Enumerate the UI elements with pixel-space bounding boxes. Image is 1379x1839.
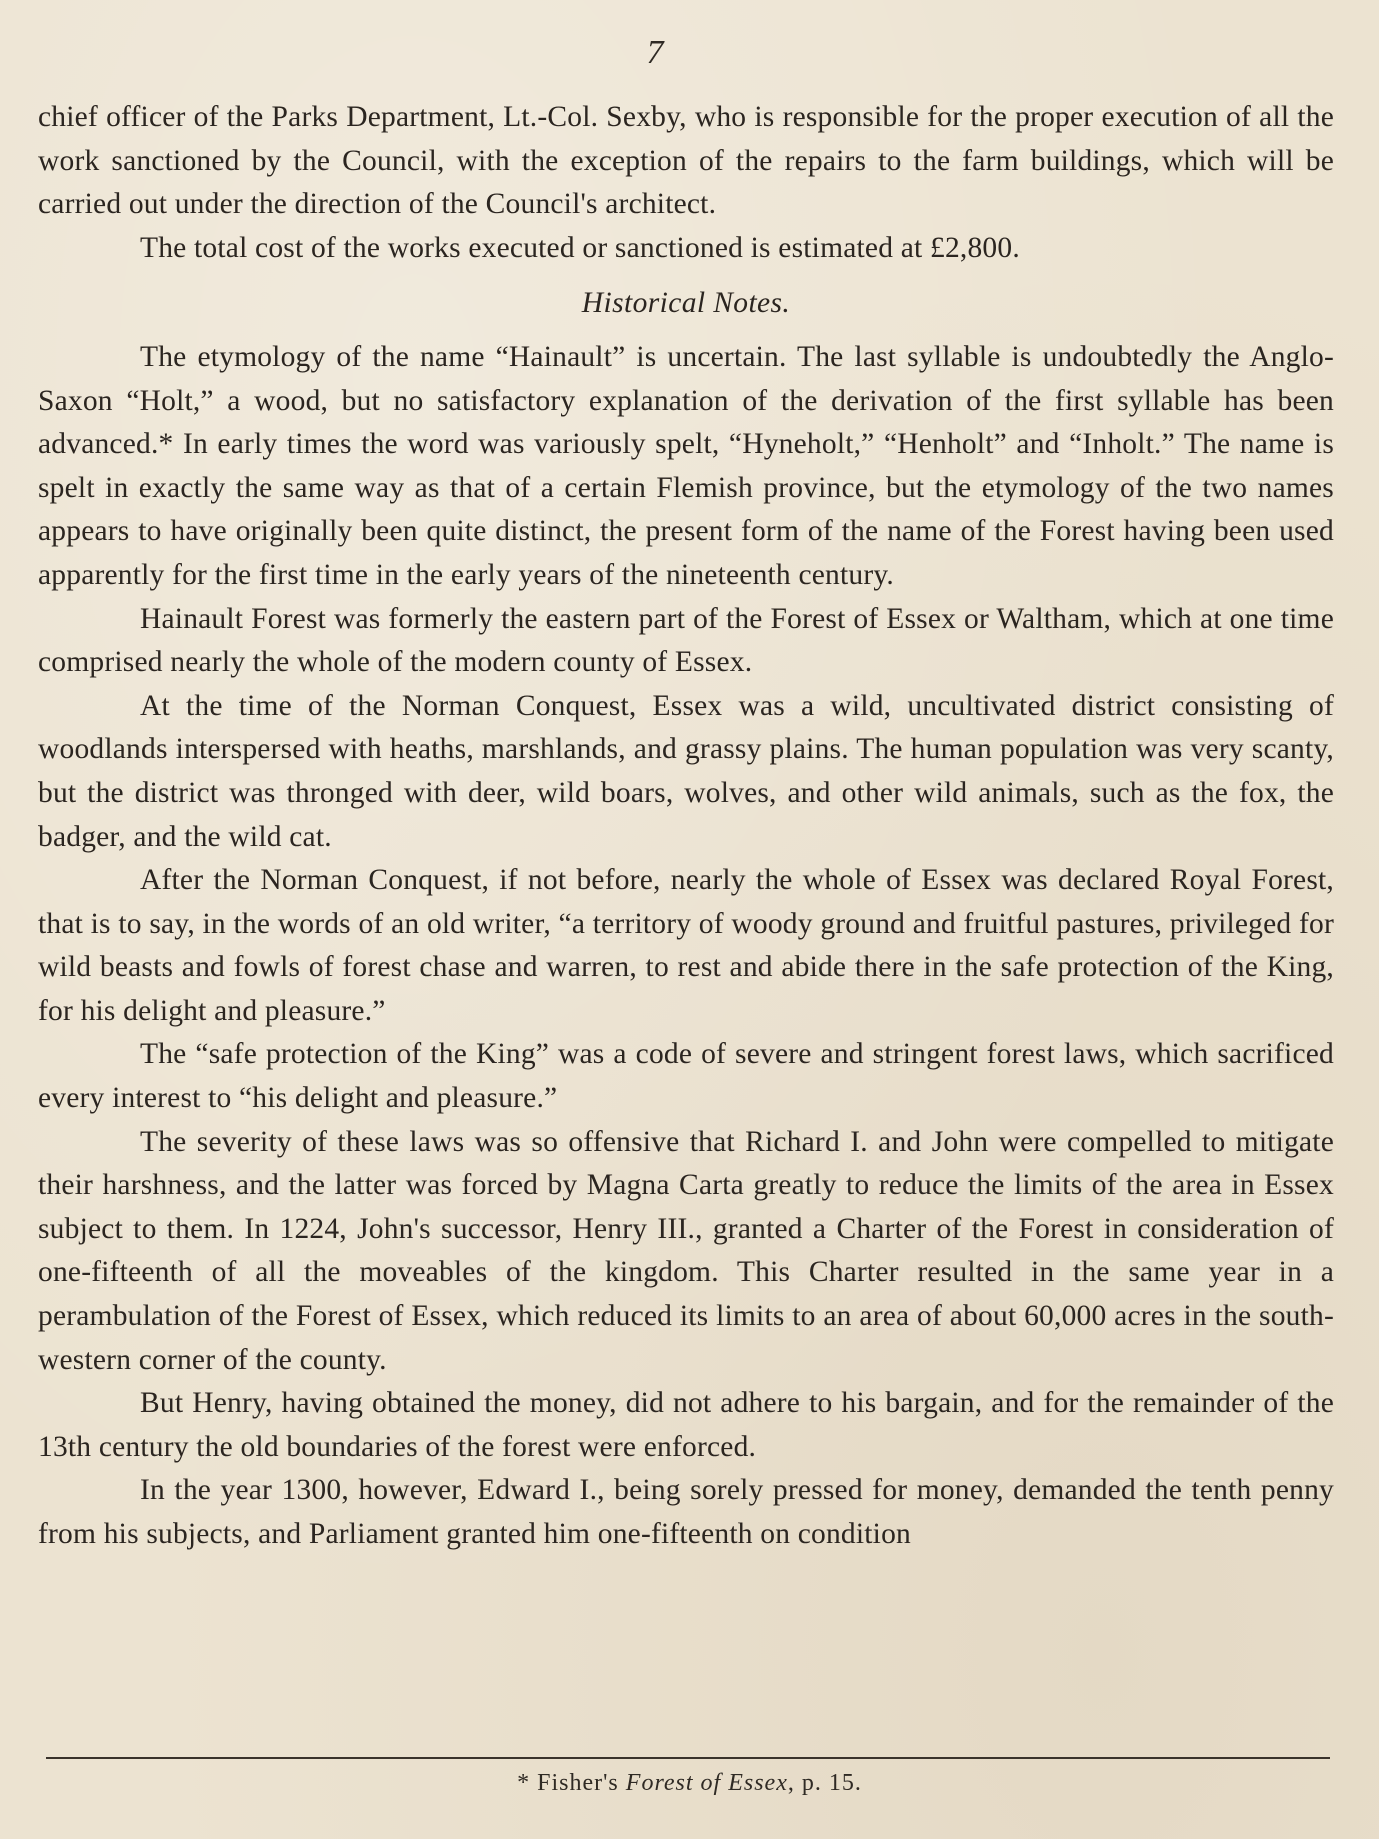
paragraph-royal-forest: After the Norman Conquest, if not before, nearly the whole of Essex was declared Royal Forest, that is to say, in the words of an old writer, “a territory of woody ground and fruitful pastures, privileged for wild beasts and fowls of forest chase and warren, to rest and abide there in the safe protection of the King, for his delight and pleasure.” bbox=[38, 864, 1334, 1027]
paragraph-etymology: The etymology of the name “Hainault” is uncertain. The last syllable is undoubtedly the Anglo-Saxon “Holt,” a wood, but no satisfactory explanation of the derivation of the first syllable has been advanced.* In early times the word was variously spelt, “Hyneholt,” “Henholt” and “Inholt.” The name is spelt in exactly the same way as that of a certain Flemish province, but the etymology of the two names appears to have originally been quite distinct, the present form of the name of the Forest having been used apparently for the first time in the early years of the nineteenth century. bbox=[38, 340, 1334, 591]
footnote-suffix: , p. 15. bbox=[787, 1770, 862, 1796]
paragraph-hainault-forest: Hainault Forest was formerly the eastern part of the Forest of Essex or Waltham, which at one time comprised nearly the whole of the modern county of Essex. bbox=[38, 602, 1334, 679]
page-number: 7 bbox=[646, 34, 664, 71]
body-text bbox=[38, 96, 1334, 1557]
paragraph-norman-conquest: At the time of the Norman Conquest, Essex was a wild, uncultivated district consisting of woodlands interspersed with heaths, marshlands, and grassy plains. The human population was very scanty, but the district was thronged with deer, wild boars, wolves, and other wild animals, such as the fox, the badger, and the wild cat. bbox=[38, 689, 1334, 853]
paragraph-henry-bargain: But Henry, having obtained the money, did not adhere to his bargain, and for the remainder of the 13th century the old boundaries of the forest were enforced. bbox=[38, 1387, 1334, 1463]
paragraph-safe-protection: The “safe protection of the King” was a code of severe and stringent forest laws, which sacrificed every interest to “his delight and pleasure.” bbox=[38, 1038, 1334, 1115]
paragraph-intro-continued: chief officer of the Parks Department, Lt.-Col. Sexby, who is responsible for the proper execution of all the work sanctioned by the Council, with the exception of the repairs to the farm buildings, which will be carried out under the direction of the Council's architect. bbox=[38, 101, 1334, 221]
footnote-book-title: Forest of Essex bbox=[625, 1770, 788, 1796]
footnote-divider bbox=[46, 1757, 1330, 1759]
paragraph-total-cost: The total cost of the works executed or sanctioned is estimated at £2,800. bbox=[140, 231, 1020, 264]
paragraph-severity-of-laws: The severity of these laws was so offensive that Richard I. and John were compelled to mitigate their harshness, and the latter was forced by Magna Carta greatly to reduce the limits of the area in Essex subject to them. In 1224, John's successor, Henry III., granted a Charter of the Forest in consideration of one-fifteenth of all the moveables of the kingdom. This Charter resulted in the same year in a perambulation of the Forest of Essex, which reduced its limits to an area of about 60,000 acres in the south-western corner of the county. bbox=[38, 1125, 1334, 1376]
section-heading-historical-notes: Historical Notes. bbox=[581, 287, 791, 320]
paragraph-year-1300: In the year 1300, however, Edward I., being sorely pressed for money, demanded the tenth penny from his subjects, and Parliament granted him one-fifteenth on condition bbox=[38, 1474, 1334, 1550]
footnote bbox=[0, 1770, 1379, 1797]
footnote-prefix: * Fisher's bbox=[517, 1770, 626, 1796]
